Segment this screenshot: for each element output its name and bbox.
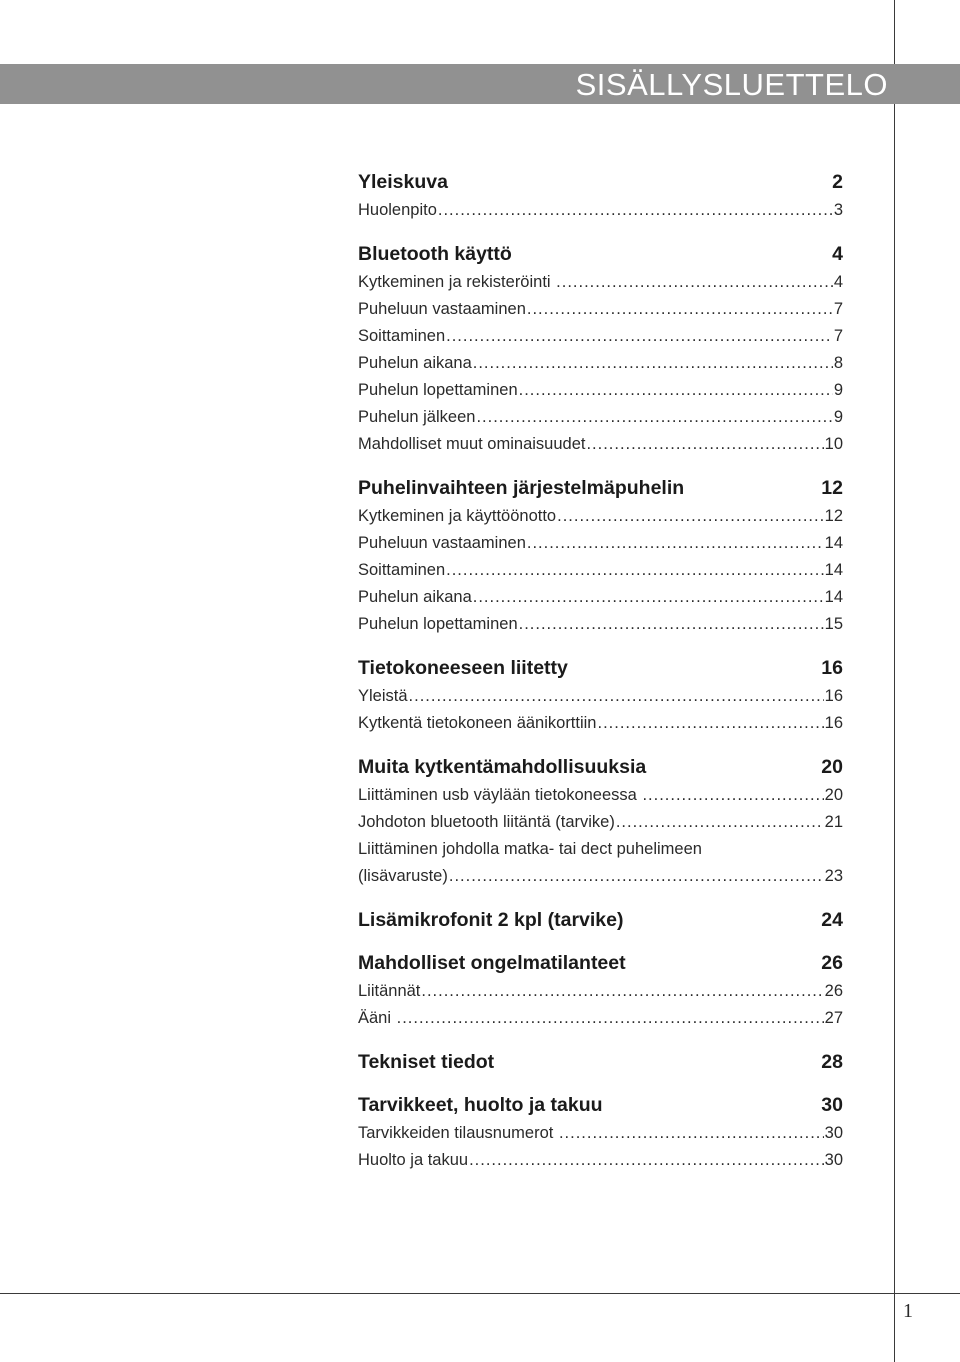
entry-page-number: 30 — [824, 1151, 843, 1169]
entry-label: Soittaminen — [358, 561, 446, 579]
toc-entry[interactable] — [358, 782, 843, 809]
toc-entry[interactable] — [358, 978, 843, 1005]
dot-leader — [519, 377, 833, 404]
entry-label: Liitännät — [358, 982, 421, 1000]
entry-label: Puhelun lopettaminen — [358, 381, 518, 399]
entry-label: Mahdolliset muut ominaisuudet — [358, 435, 586, 453]
entry-page-number: 9 — [833, 408, 843, 426]
toc-entry[interactable] — [358, 683, 843, 710]
entry-page-number: 20 — [824, 786, 843, 804]
entry-page-number: 30 — [824, 1124, 843, 1142]
toc-entry[interactable] — [358, 1147, 843, 1174]
entry-label: Puhelun jälkeen — [358, 408, 476, 426]
dot-leader — [598, 710, 824, 737]
entry-page-number: 16 — [824, 687, 843, 705]
toc-section-heading[interactable] — [358, 754, 843, 780]
entry-page-number: 15 — [824, 615, 843, 633]
toc-entry[interactable] — [358, 404, 843, 431]
toc-section — [358, 1092, 843, 1174]
entry-page-number: 23 — [824, 867, 843, 885]
entry-page-number: 14 — [824, 588, 843, 606]
toc-section — [358, 950, 843, 1032]
section-title: Bluetooth käyttö — [358, 243, 512, 265]
entry-label: Liittäminen usb väylään tietokoneessa — [358, 786, 642, 804]
entry-label: Johdoton bluetooth liitäntä (tarvike) — [358, 813, 615, 831]
toc-section-heading[interactable] — [358, 950, 843, 976]
dot-leader — [476, 404, 832, 431]
dot-leader — [642, 782, 823, 809]
section-title: Tekniset tiedot — [358, 1051, 495, 1073]
section-page-number: 4 — [832, 243, 843, 265]
toc-section-heading[interactable] — [358, 907, 843, 933]
dot-leader — [527, 296, 833, 323]
dot-leader — [449, 863, 824, 890]
entry-label: Kytkeminen ja rekisteröinti — [358, 273, 556, 291]
entry-page-number: 12 — [824, 507, 843, 525]
section-page-number: 24 — [821, 909, 843, 931]
dot-leader — [519, 611, 824, 638]
entry-page-number: 4 — [833, 273, 843, 291]
entry-label: Puhelun aikana — [358, 588, 472, 606]
dot-leader — [469, 1147, 824, 1174]
entry-label: Puheluun vastaaminen — [358, 300, 526, 318]
section-page-number: 26 — [821, 952, 843, 974]
dot-leader — [446, 323, 833, 350]
dot-leader — [586, 431, 823, 458]
toc-section — [358, 241, 843, 458]
toc-entry[interactable] — [358, 1120, 843, 1147]
entry-page-number: 14 — [824, 534, 843, 552]
toc-section — [358, 169, 843, 224]
section-title: Yleiskuva — [358, 171, 448, 193]
dot-leader — [616, 809, 824, 836]
toc-section — [358, 754, 843, 890]
toc-entry[interactable] — [358, 269, 843, 296]
dot-leader — [557, 503, 824, 530]
footer-horizontal-rule — [0, 1293, 960, 1294]
dot-leader — [409, 683, 824, 710]
entry-label-line2-row — [358, 863, 843, 890]
entry-label: Huolenpito — [358, 201, 437, 219]
toc-section-heading[interactable] — [358, 655, 843, 681]
toc-entry[interactable] — [358, 323, 843, 350]
page-title: SISÄLLYSLUETTELO — [575, 67, 888, 102]
entry-label: Tarvikkeiden tilausnumerot — [358, 1124, 558, 1142]
toc-section — [358, 655, 843, 737]
entry-page-number: 7 — [833, 327, 843, 345]
entry-page-number: 27 — [824, 1009, 843, 1027]
toc-entry[interactable] — [358, 809, 843, 836]
section-page-number: 30 — [821, 1094, 843, 1116]
dot-leader — [559, 1120, 824, 1147]
toc-section-heading[interactable] — [358, 475, 843, 501]
toc-section — [358, 1049, 843, 1075]
section-page-number: 20 — [821, 756, 843, 778]
entry-page-number: 21 — [824, 813, 843, 831]
page-number: 1 — [903, 1300, 913, 1322]
toc-section-heading[interactable] — [358, 241, 843, 267]
toc-entry[interactable] — [358, 557, 843, 584]
entry-label: Huolto ja takuu — [358, 1151, 469, 1169]
dot-leader — [473, 350, 833, 377]
entry-page-number: 16 — [824, 714, 843, 732]
entry-page-number: 7 — [833, 300, 843, 318]
entry-label: Puheluun vastaaminen — [358, 534, 526, 552]
section-title: Puhelinvaihteen järjestelmäpuhelin — [358, 477, 685, 499]
dot-leader — [527, 530, 824, 557]
entry-label: Ääni — [358, 1009, 396, 1027]
entry-label: Kytkeminen ja käyttöönotto — [358, 507, 557, 525]
toc-entry[interactable] — [358, 377, 843, 404]
section-page-number: 16 — [821, 657, 843, 679]
toc-section-heading[interactable] — [358, 1092, 843, 1118]
dot-leader — [397, 1005, 824, 1032]
toc-entry[interactable] — [358, 296, 843, 323]
toc-section — [358, 475, 843, 638]
entry-label: Soittaminen — [358, 327, 446, 345]
toc-section — [358, 907, 843, 933]
toc-entry-multiline[interactable] — [358, 836, 843, 890]
entry-page-number: 10 — [824, 435, 843, 453]
dot-leader — [473, 584, 824, 611]
toc-entry[interactable] — [358, 584, 843, 611]
dot-leader — [556, 269, 833, 296]
toc-section-heading[interactable] — [358, 1049, 843, 1075]
section-page-number: 2 — [832, 171, 843, 193]
dot-leader — [421, 978, 823, 1005]
margin-vertical-rule — [894, 0, 895, 1362]
entry-page-number: 3 — [833, 201, 843, 219]
section-title: Lisämikrofonit 2 kpl (tarvike) — [358, 909, 624, 931]
entry-label: Kytkentä tietokoneen äänikorttiin — [358, 714, 597, 732]
entry-label-line2: (lisävaruste) — [358, 867, 448, 885]
entry-label: Yleistä — [358, 687, 408, 705]
section-title: Mahdolliset ongelmatilanteet — [358, 952, 626, 974]
toc-entry[interactable] — [358, 503, 843, 530]
section-title: Tarvikkeet, huolto ja takuu — [358, 1094, 603, 1116]
toc-entry[interactable] — [358, 1005, 843, 1032]
entry-page-number: 9 — [833, 381, 843, 399]
entry-label: Puhelun aikana — [358, 354, 472, 372]
entry-page-number: 14 — [824, 561, 843, 579]
section-title: Tietokoneeseen liitetty — [358, 657, 568, 679]
dot-leader — [446, 557, 824, 584]
table-of-contents — [358, 169, 843, 1191]
dot-leader — [438, 197, 833, 224]
toc-entry[interactable] — [358, 431, 843, 458]
entry-page-number: 8 — [833, 354, 843, 372]
entry-label-line1: Liittäminen johdolla matka- tai dect puhelimeen — [358, 840, 702, 858]
toc-entry[interactable] — [358, 710, 843, 737]
toc-section-heading[interactable] — [358, 169, 843, 195]
toc-entry[interactable] — [358, 611, 843, 638]
entry-label: Puhelun lopettaminen — [358, 615, 518, 633]
toc-entry[interactable] — [358, 197, 843, 224]
section-page-number: 28 — [821, 1051, 843, 1073]
section-title: Muita kytkentämahdollisuuksia — [358, 756, 647, 778]
toc-entry[interactable] — [358, 530, 843, 557]
entry-page-number: 26 — [824, 982, 843, 1000]
section-page-number: 12 — [821, 477, 843, 499]
toc-entry[interactable] — [358, 350, 843, 377]
